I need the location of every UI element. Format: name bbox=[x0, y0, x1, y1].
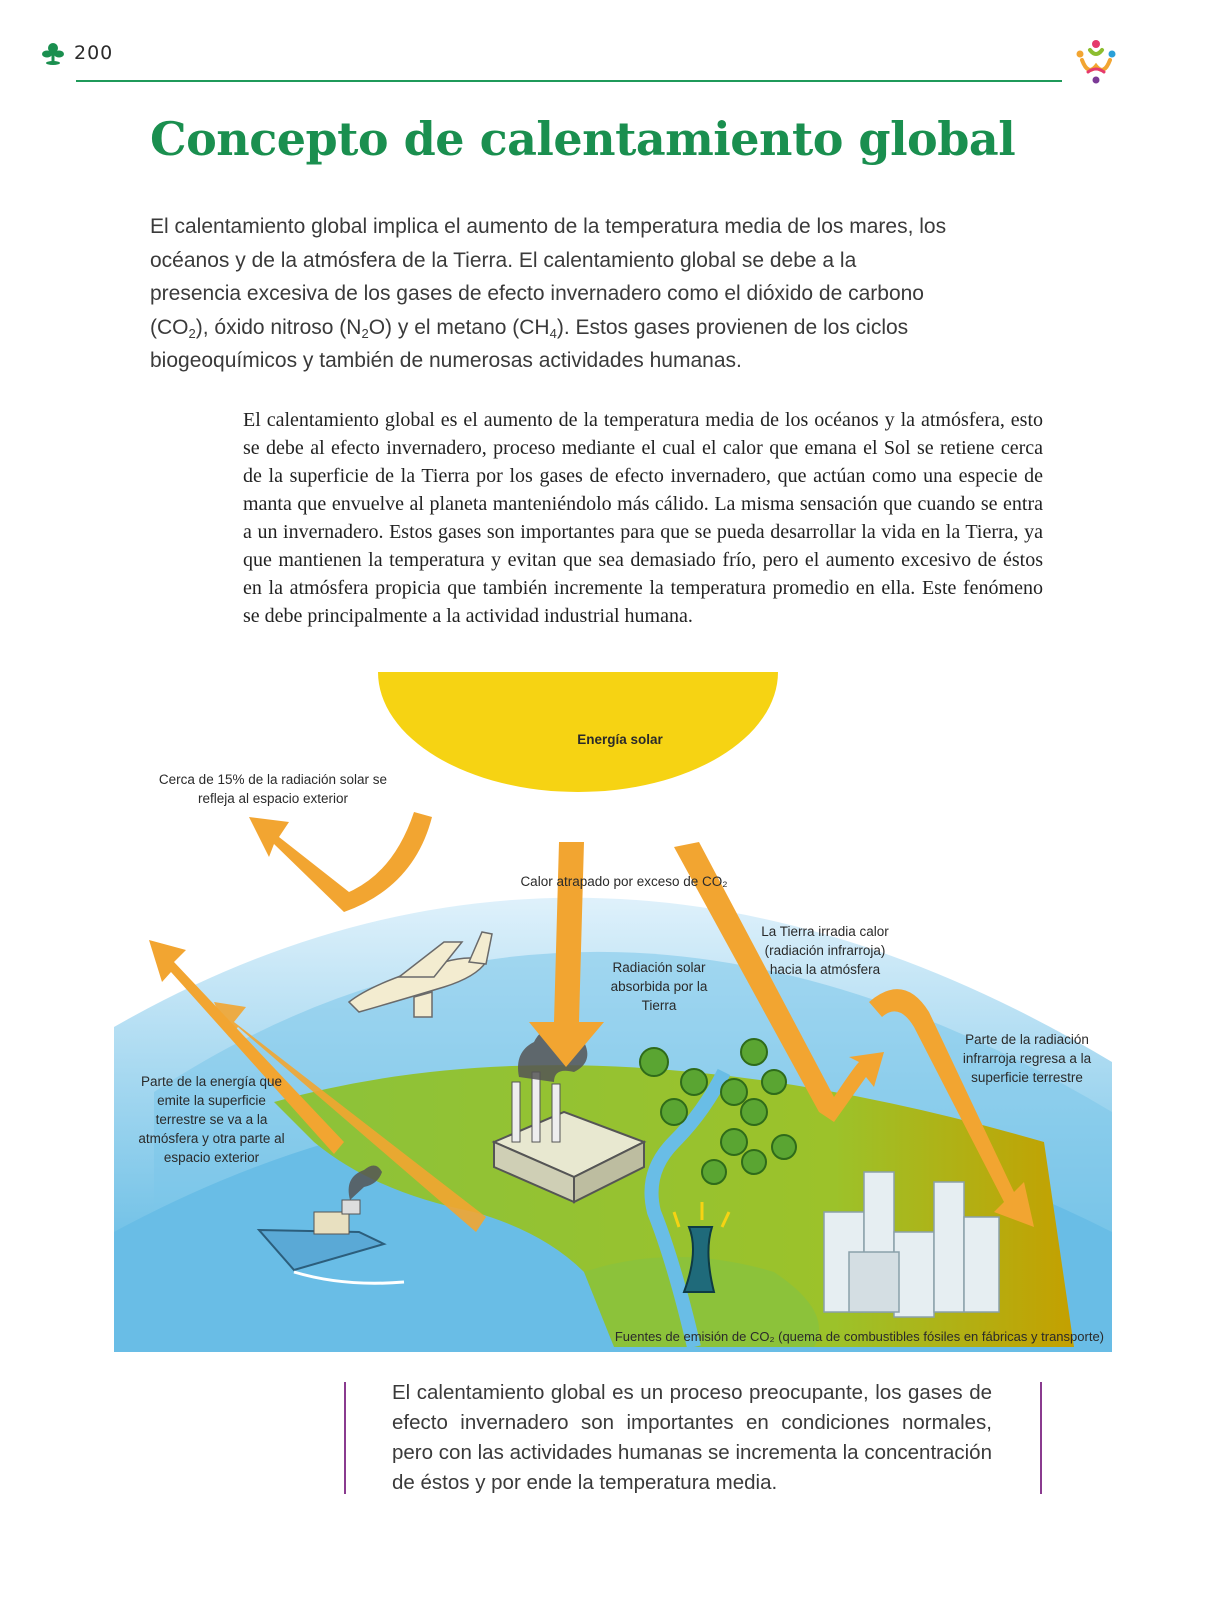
right-accent-bar bbox=[1040, 1382, 1042, 1494]
label-surface-energy: Parte de la energía que emite la superficie terrestre se va a la atmósfera y otra parte al espacio exterior bbox=[138, 1074, 285, 1165]
label-returns: Parte de la radiación infrarroja regresa a la superficie terrestre bbox=[962, 1032, 1092, 1085]
subscript: 2 bbox=[361, 325, 369, 341]
intro-paragraph: El calentamiento global implica el aumento de la temperatura media de los mares, los océanos y de la atmósfera de la Tierra. El calentamiento global se debe a la presencia excesiva de los gases de efecto invernadero como el dióxido de carbono $(CO_2)$, óxido nitroso $(N_2O)$ y el metano $(CH_4)$. Estos gases provienen de los ciclos biogeoquímicos y también de numerosas actividades humanas. bbox=[150, 215, 947, 372]
reflected-arrow bbox=[249, 812, 432, 912]
definition-paragraph: El calentamiento global es el aumento de la temperatura media de los océanos y la atmósfera, esto se debe al efecto invernadero, proceso mediante el cual el calor que emana el Sol se retiene cerca de la superficie de la Tierra por los gases de efecto invernadero, que actúan como una especie de manta que envuelve al planeta manteniéndolo más cálido. La misma sensación que cuando se entra a un invernadero. Estos gases son importantes para que se pueda desarrollar la vida en la Tierra, ya que mantienen la temperatura y evitan que sea demasiado frío, pero el aumento excesivo de éstos en la atmósfera propicia que también incremente la temperatura promedio en ella. Este fenómeno se debe principalmente a la actividad industrial humana. bbox=[243, 409, 1043, 627]
page-title: Concepto de calentamiento global bbox=[150, 112, 1016, 166]
label-absorbed: Radiación solar absorbida por la Tierra bbox=[610, 960, 708, 1013]
label-earth-radiates: La Tierra irradia calor (radiación infrarroja) hacia la atmósfera bbox=[761, 924, 889, 977]
subscript: 4 bbox=[549, 325, 557, 341]
closing-note bbox=[344, 1378, 1044, 1496]
label-emission-sources: Fuentes de emisión de CO₂ (quema de combustibles fósiles en fábricas y transporte) bbox=[614, 1329, 1104, 1344]
closing-paragraph: El calentamiento global es un proceso preocupante, los gases de efecto invernadero son importantes en condiciones normales, pero con las actividades humanas se incrementa la concentración de éstos y por ende la temperatura media. bbox=[392, 1381, 992, 1494]
page-header bbox=[40, 36, 1130, 86]
greenhouse-effect-diagram bbox=[114, 672, 1112, 1352]
left-accent-bar bbox=[344, 1382, 346, 1494]
subscript: 2 bbox=[188, 325, 196, 341]
page-number: 200 bbox=[74, 42, 114, 64]
header-divider bbox=[76, 80, 1062, 82]
label-reflected: Cerca de 15% de la radiación solar se refleja al espacio exterior bbox=[158, 772, 388, 806]
dancing-figures-logo-icon bbox=[1068, 36, 1124, 86]
label-solar-energy: Energía solar bbox=[577, 732, 663, 747]
label-trapped-heat: Calor atrapado por exceso de CO₂ bbox=[520, 874, 728, 889]
leaf-emblem-icon bbox=[40, 40, 66, 66]
